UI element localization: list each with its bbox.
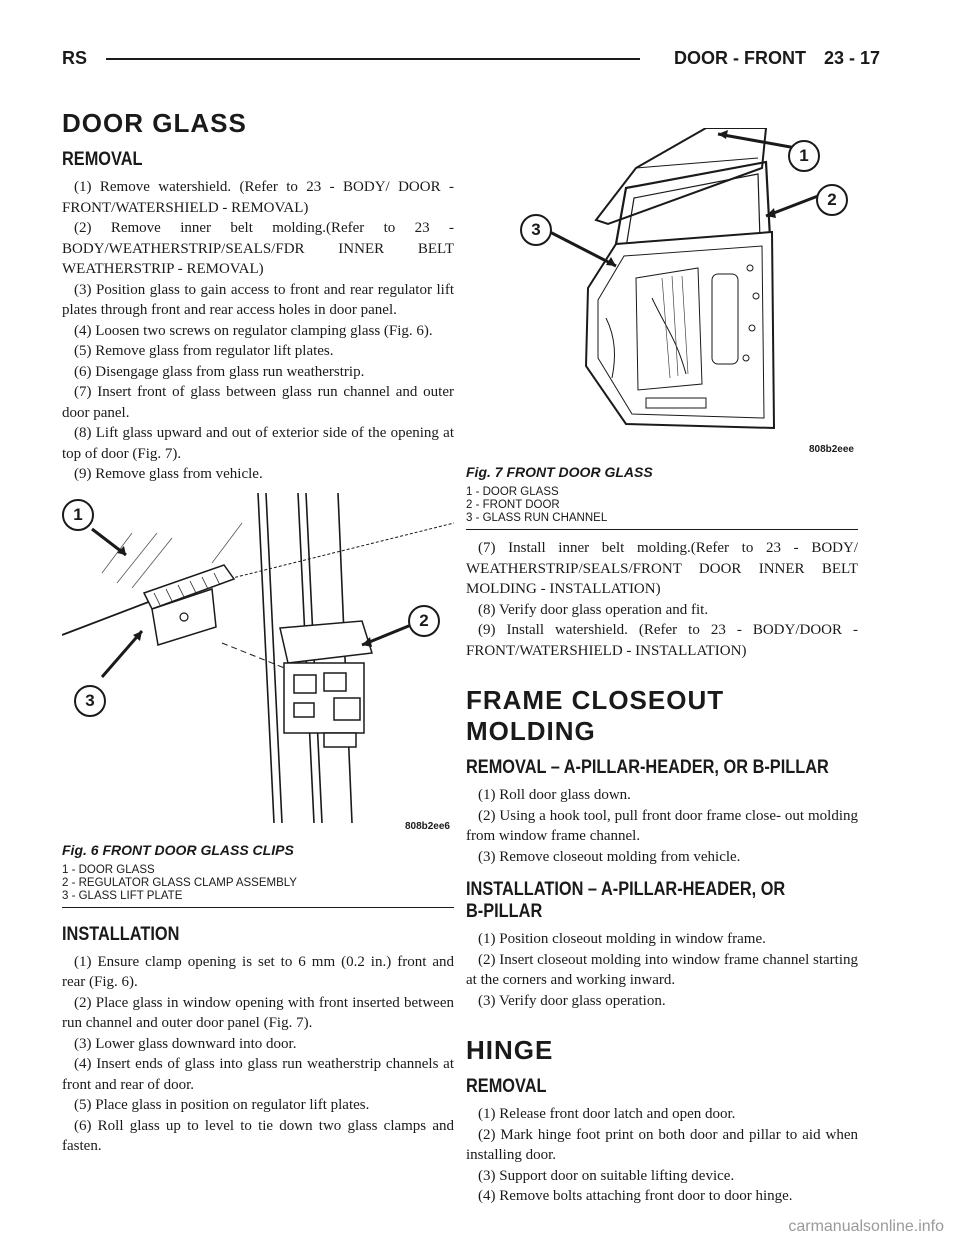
fig7-legend-item: 3 - GLASS RUN CHANNEL bbox=[466, 512, 608, 524]
fig7-legend bbox=[466, 486, 858, 530]
manual-code: RS bbox=[62, 48, 88, 68]
fig6-legend-item: 2 - REGULATOR GLASS CLAMP ASSEMBLY bbox=[62, 876, 297, 889]
fig6-legend-item: 3 - GLASS LIFT PLATE bbox=[62, 889, 183, 902]
site-watermark: carmanualsonline.info bbox=[788, 1218, 944, 1235]
installation-step: (7) Install inner belt molding.(Refer to 23 - BODY/ WEATHERSTRIP/SEALS/FRONT DOOR INNER BELT MOLDING - INSTALLATION) bbox=[466, 540, 858, 597]
removal-step: (8) Lift glass upward and out of exterior side of the opening at top of door (Fig. 7). bbox=[62, 425, 454, 462]
fig7-figure bbox=[466, 128, 858, 460]
fig7-caption: Fig. 7 FRONT DOOR GLASS bbox=[466, 464, 653, 480]
removal-step: (9) Remove glass from vehicle. bbox=[74, 466, 263, 482]
closeout-removal-step: (3) Remove closeout molding from vehicle. bbox=[478, 848, 741, 865]
removal-step: (2) Remove inner belt molding.(Refer to 23 - BODY/WEATHERSTRIP/SEALS/FDR INNER BELT WEATHERSTRIP - REMOVAL) bbox=[62, 220, 454, 277]
fig7-illustration bbox=[466, 128, 858, 460]
fig6-legend bbox=[62, 864, 454, 908]
frame-closeout-installation-heading-2: B-PILLAR bbox=[466, 901, 543, 922]
fig7-callout-3: 3 bbox=[520, 214, 552, 246]
header-rule bbox=[106, 58, 640, 60]
fig7-code: 808b2eee bbox=[808, 444, 854, 455]
fig7-legend-item: 2 - FRONT DOOR bbox=[466, 499, 560, 511]
right-column bbox=[466, 128, 858, 1207]
hinge-removal-heading: REMOVAL bbox=[466, 1076, 547, 1097]
installation-step: (8) Verify door glass operation and fit. bbox=[478, 601, 709, 618]
door-glass-title: DOOR GLASS bbox=[62, 108, 247, 138]
frame-closeout-removal-heading: REMOVAL – A-PILLAR-HEADER, OR B-PILLAR bbox=[466, 757, 829, 778]
closeout-installation-step: (1) Position closeout molding in window frame. bbox=[478, 931, 766, 947]
installation-step: (3) Lower glass downward into door. bbox=[74, 1035, 297, 1052]
fig7-callout-1: 1 bbox=[788, 140, 820, 172]
fig6-code: 808b2ee6 bbox=[404, 820, 450, 832]
fig6-callout-2: 2 bbox=[408, 605, 440, 637]
hinge-removal-step: (4) Remove bolts attaching front door to door hinge. bbox=[478, 1188, 793, 1204]
installation-step: (5) Place glass in position on regulator lift plates. bbox=[74, 1097, 370, 1113]
fig6-illustration bbox=[62, 493, 454, 838]
hinge-removal-step: (3) Support door on suitable lifting device. bbox=[478, 1167, 735, 1184]
hinge-removal-step: (2) Mark hinge foot print on both door and pillar to aid when installing door. bbox=[466, 1126, 858, 1163]
hinge-title: HINGE bbox=[466, 1035, 554, 1065]
removal-step: (1) Remove watershield. (Refer to 23 - BODY/ DOOR - FRONT/WATERSHIELD - REMOVAL) bbox=[62, 179, 454, 216]
frame-closeout-title: FRAME CLOSEOUT MOLDING bbox=[466, 685, 725, 746]
removal-step: (3) Position glass to gain access to front and rear regulator lift plates through front and rear access holes in door panel. bbox=[62, 281, 454, 318]
left-column bbox=[62, 108, 454, 1157]
door-glass-removal-heading: REMOVAL bbox=[62, 149, 143, 170]
closeout-removal-step: (1) Roll door glass down. bbox=[478, 787, 631, 803]
fig7-legend-item: 1 - DOOR GLASS bbox=[466, 486, 559, 498]
page-number: 23 - 17 bbox=[823, 48, 880, 68]
removal-step: (5) Remove glass from regulator lift plates. bbox=[74, 343, 334, 359]
removal-step: (6) Disengage glass from glass run weatherstrip. bbox=[74, 363, 365, 380]
removal-step: (7) Insert front of glass between glass run channel and outer door panel. bbox=[62, 384, 454, 421]
closeout-installation-step: (2) Insert closeout molding into window frame channel starting at the corners and working inward. bbox=[466, 951, 858, 988]
fig6-figure bbox=[62, 493, 454, 838]
closeout-removal-step: (2) Using a hook tool, pull front door frame close- out molding from window frame channel. bbox=[466, 807, 858, 844]
frame-closeout-installation-heading-1: INSTALLATION – A-PILLAR-HEADER, OR bbox=[466, 879, 786, 900]
installation-step: (2) Place glass in window opening with front inserted between run channel and outer door panel (Fig. 7). bbox=[62, 994, 454, 1031]
header-right bbox=[656, 48, 880, 69]
hinge-removal-step: (1) Release front door latch and open door. bbox=[478, 1106, 736, 1122]
fig6-legend-item: 1 - DOOR GLASS bbox=[62, 863, 155, 876]
installation-step: (1) Ensure clamp opening is set to 6 mm (0.2 in.) front and rear (Fig. 6). bbox=[62, 953, 454, 990]
closeout-installation-step: (3) Verify door glass operation. bbox=[478, 992, 666, 1009]
installation-step: (4) Insert ends of glass into glass run weatherstrip channels at front and rear of door. bbox=[62, 1056, 454, 1093]
fig6-caption: Fig. 6 FRONT DOOR GLASS CLIPS bbox=[62, 841, 294, 858]
removal-step: (4) Loosen two screws on regulator clamping glass (Fig. 6). bbox=[74, 322, 433, 339]
door-glass-installation-heading: INSTALLATION bbox=[62, 923, 180, 945]
fig6-callout-3: 3 bbox=[74, 685, 106, 717]
page-header bbox=[62, 48, 880, 72]
installation-step: (9) Install watershield. (Refer to 23 - BODY/DOOR - FRONT/WATERSHIELD - INSTALLATION) bbox=[466, 622, 858, 659]
section-name: DOOR - FRONT bbox=[673, 48, 806, 68]
installation-step: (6) Roll glass up to level to tie down two glass clamps and fasten. bbox=[62, 1117, 454, 1154]
fig6-callout-1: 1 bbox=[62, 499, 94, 531]
fig7-callout-2: 2 bbox=[816, 184, 848, 216]
